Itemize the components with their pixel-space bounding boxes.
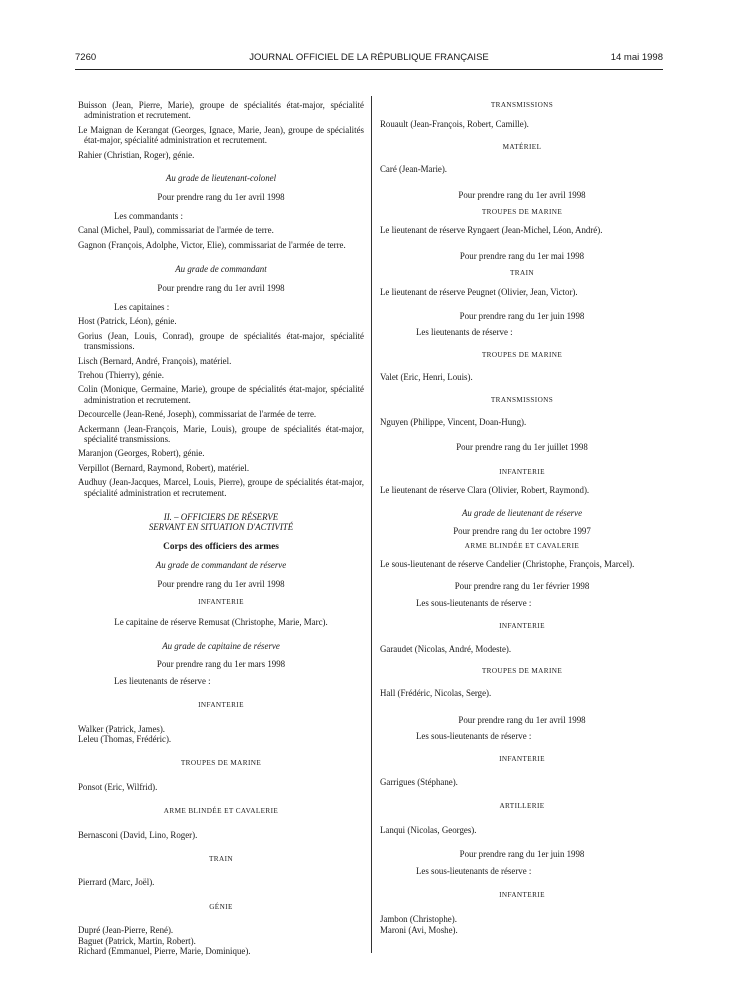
arm-heading: TRAIN — [510, 269, 534, 278]
arm-heading: INFANTERIE — [499, 622, 545, 631]
left-column — [78, 100, 364, 957]
list-item: Le Maignan de Kerangat (Georges, Ignace, Marie, Jean), groupe de spécialités état-major, spécialité administration et recrutement. — [78, 124, 364, 146]
list-item: Richard (Emmanuel, Pierre, Marie, Dominique). — [78, 946, 251, 957]
list-item: Nguyen (Philippe, Vincent, Doan-Hung). — [380, 417, 527, 428]
list-item: Rouault (Jean-François, Robert, Camille). — [380, 119, 529, 130]
list-item: Maroni (Avi, Moshe). — [380, 924, 458, 935]
list-item: Le lieutenant de réserve Peugnet (Olivier, Jean, Victor). — [380, 286, 578, 297]
rank-group-label: Les commandants : — [114, 210, 184, 221]
list-item: Canal (Michel, Paul), commissariat de l'armée de terre. — [78, 225, 274, 236]
list-item: Garrigues (Stéphane). — [380, 777, 458, 787]
header-rule — [75, 69, 663, 70]
arm-heading: TROUPES DE MARINE — [481, 350, 563, 359]
rank-group-label: Les sous-lieutenants de réserve : — [416, 731, 532, 742]
arm-heading: GÉNIE — [209, 902, 233, 911]
section-heading-line-1: II. – OFFICIERS DE RÉSERVE — [163, 511, 279, 522]
arm-heading: ARME BLINDÉE ET CAVALERIE — [464, 541, 580, 550]
list-item: Gagnon (François, Adolphe, Victor, Elie), commissariat de l'armée de terre. — [78, 239, 346, 250]
rank-date-line: Pour prendre rang du 1er avril 1998 — [458, 714, 586, 725]
list-item: Trehou (Thierry), génie. — [78, 369, 164, 380]
rank-date-line: Pour prendre rang du 1er mai 1998 — [459, 250, 585, 261]
arm-heading: TROUPES DE MARINE — [481, 208, 563, 217]
arm-heading: INFANTERIE — [198, 598, 244, 607]
corps-heading: Corps des officiers des armes — [163, 541, 279, 552]
list-item: Caré (Jean-Marie). — [380, 164, 448, 175]
arm-heading: MATÉRIEL — [502, 142, 542, 151]
list-item: Le lieutenant de réserve Ryngaert (Jean-Michel, Léon, André). — [380, 225, 603, 236]
rank-date-line: Pour prendre rang du 1er juin 1998 — [459, 849, 585, 860]
list-item: Le lieutenant de réserve Clara (Olivier, Robert, Raymond). — [380, 485, 590, 496]
list-item: Ponsot (Eric, Wilfrid). — [78, 781, 158, 792]
list-item: Walker (Patrick, James). — [78, 723, 166, 734]
rank-date-line: Pour prendre rang du 1er avril 1998 — [157, 578, 285, 589]
rank-date-line: Pour prendre rang du 1er juillet 1998 — [456, 441, 588, 452]
section-heading-line-2: SERVANT EN SITUATION D'ACTIVITÉ — [148, 521, 294, 532]
list-item: Leleu (Thomas, Frédéric). — [78, 734, 172, 745]
list-item: Verpillot (Bernard, Raymond, Robert), matériel. — [78, 462, 250, 473]
arm-heading: TRANSMISSIONS — [490, 395, 554, 404]
page-header — [75, 52, 663, 68]
list-item: Valet (Eric, Henri, Louis). — [380, 372, 473, 383]
rank-group-label: Les capitaines : — [114, 301, 170, 312]
page-number: 7260 — [75, 52, 97, 63]
rank-group-label: Les sous-lieutenants de réserve : — [416, 865, 532, 876]
grade-heading: Au grade de capitaine de réserve — [162, 641, 280, 651]
arm-heading: INFANTERIE — [499, 891, 545, 900]
rank-date-line: Pour prendre rang du 1er avril 1998 — [157, 283, 285, 294]
list-item: Hall (Frédéric, Nicolas, Serge). — [380, 688, 492, 699]
journal-title: JOURNAL OFFICIEL DE LA RÉPUBLIQUE FRANÇAISE — [249, 52, 489, 63]
arm-heading: TRAIN — [209, 855, 233, 864]
rank-date-line: Pour prendre rang du 1er juin 1998 — [459, 311, 585, 322]
list-item: Baguet (Patrick, Martin, Robert). — [78, 935, 196, 946]
list-item: Lisch (Bernard, André, François), matériel. — [78, 355, 232, 366]
arm-heading: INFANTERIE — [499, 754, 545, 763]
list-item: Rahier (Christian, Roger), génie. — [78, 149, 195, 160]
issue-date: 14 mai 1998 — [610, 52, 663, 63]
rank-group-label: Les lieutenants de réserve : — [416, 327, 513, 338]
arm-heading: ARME BLINDÉE ET CAVALERIE — [163, 807, 279, 816]
arm-heading: TROUPES DE MARINE — [481, 666, 563, 675]
list-item: Audhuy (Jean-Jacques, Marcel, Louis, Pierre), groupe de spécialités état-major, spécialité administration et recrutement. — [78, 477, 364, 498]
grade-heading: Au grade de commandant — [175, 264, 267, 275]
rank-group-label: Les sous-lieutenants de réserve : — [416, 597, 532, 608]
rank-date-line: Pour prendre rang du 1er mars 1998 — [156, 659, 286, 670]
list-item: Jambon (Christophe). — [380, 914, 457, 925]
arm-heading: INFANTERIE — [198, 701, 244, 710]
list-item: Le sous-lieutenant de réserve Candelier (Christophe, François, Marcel). — [380, 558, 635, 569]
grade-heading: Au grade de lieutenant-colonel — [165, 173, 277, 184]
arm-heading: INFANTERIE — [499, 467, 545, 476]
list-item: Colin (Monique, Germaine, Marie), groupe de spécialités état-major, spécialité administration et recrutement. — [78, 384, 364, 405]
rank-date-line: Pour prendre rang du 1er octobre 1997 — [453, 526, 591, 537]
list-item: Le capitaine de réserve Remusat (Christophe, Marie, Marc). — [114, 616, 328, 627]
rank-date-line: Pour prendre rang du 1er février 1998 — [454, 581, 590, 592]
list-item: Bernasconi (David, Lino, Roger). — [78, 829, 198, 840]
list-item: Gorius (Jean, Louis, Conrad), groupe de spécialités état-major, spécialité transmissions. — [78, 330, 364, 352]
list-item: Ackermann (Jean-François, Marie, Louis), groupe de spécialités état-major, spécialité transmissions. — [78, 423, 364, 444]
list-item: Lanqui (Nicolas, Georges). — [380, 824, 477, 835]
arm-heading: TRANSMISSIONS — [490, 101, 554, 109]
list-item: Dupré (Jean-Pierre, René). — [78, 925, 174, 936]
grade-heading: Au grade de lieutenant de réserve — [461, 507, 583, 518]
rank-date-line: Pour prendre rang du 1er avril 1998 — [458, 189, 586, 200]
rank-date-line: Pour prendre rang du 1er avril 1998 — [157, 192, 285, 203]
arm-heading: TROUPES DE MARINE — [180, 759, 262, 768]
list-item: Host (Patrick, Léon), génie. — [78, 316, 177, 327]
arm-heading: ARTILLERIE — [499, 802, 545, 811]
list-item: Buisson (Jean, Pierre, Marie), groupe de spécialités état-major, spécialité administration et recrutement. — [78, 100, 364, 121]
rank-group-label: Les lieutenants de réserve : — [114, 675, 211, 686]
list-item: Pierrard (Marc, Joël). — [78, 877, 155, 888]
grade-heading: Au grade de commandant de réserve — [155, 560, 287, 571]
list-item: Decourcelle (Jean-René, Joseph), commissariat de l'armée de terre. — [78, 409, 317, 420]
column-divider — [371, 96, 372, 953]
list-item: Garaudet (Nicolas, André, Modeste). — [380, 643, 512, 654]
list-item: Maranjon (Georges, Robert), génie. — [78, 448, 205, 459]
right-column — [380, 100, 664, 935]
